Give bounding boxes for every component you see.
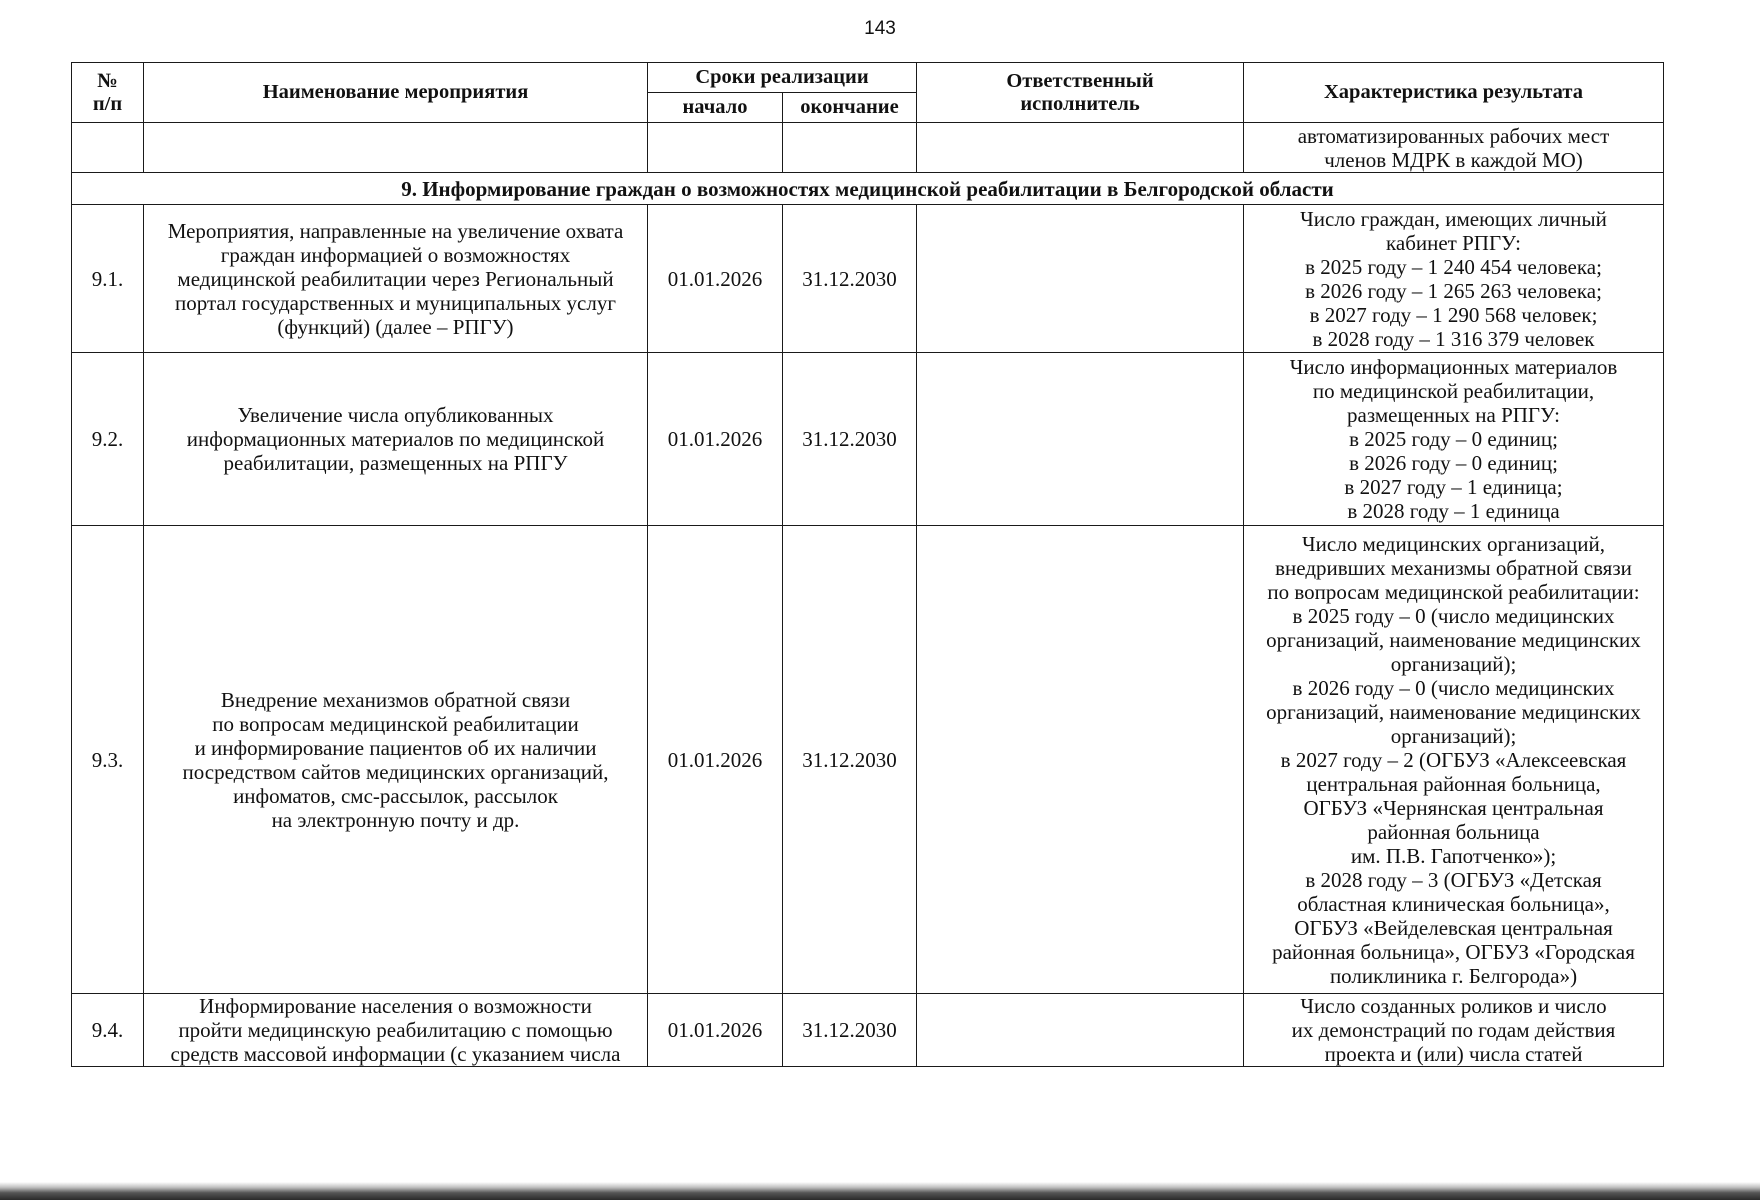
activity-name: Внедрение механизмов обратной связи по вопросам медицинской реабилитации и информирование пациентов об их наличии посредством сайтов медицинских организаций, инфоматов, смс-рассылок, рассылок на электронную почту и др. (144, 526, 648, 994)
result-description: Число медицинских организаций, внедривших механизмы обратной связи по вопросам медицинской реабилитации: в 2025 году – 0 (число медицинских организаций, наименование медицинских организаций); в 2026 году – 0 (число медицинских организаций, наименование медицинских организаций); в 2027 году – 2 (ОГБУЗ «Алексеевская центральная районная больница, ОГБУЗ «Чернянская центральная районная больница им. П.В. Гапотченко»); в 2028 году – 3 (ОГБУЗ «Детская областная клиническая больница», ОГБУЗ «Вейделевская центральная районная больница», ОГБУЗ «Городская поликлиника г. Белгорода») (1244, 526, 1664, 994)
scan-edge-shadow (0, 1182, 1760, 1200)
header-result: Характеристика результата (1244, 63, 1664, 123)
responsible (917, 205, 1244, 353)
section-title: 9. Информирование граждан о возможностях медицинской реабилитации в Белгородской области (72, 173, 1664, 205)
table-row (72, 205, 1664, 353)
section-row (72, 173, 1664, 205)
header-number: № п/п (72, 63, 144, 123)
header-activity-name: Наименование мероприятия (144, 63, 648, 123)
start-date: 01.01.2026 (648, 205, 783, 353)
start-date: 01.01.2026 (648, 526, 783, 994)
end-date: 31.12.2030 (783, 353, 917, 526)
table-row (72, 526, 1664, 994)
end-date: 31.12.2030 (783, 994, 917, 1067)
activity-name: Увеличение числа опубликованных информационных материалов по медицинской реабилитации, размещенных на РПГУ (144, 353, 648, 526)
end-date: 31.12.2030 (783, 526, 917, 994)
continuation-row (72, 123, 1664, 173)
start-date: 01.01.2026 (648, 353, 783, 526)
row-number: 9.1. (72, 205, 144, 353)
table-row (72, 994, 1664, 1067)
table-cell (648, 123, 783, 173)
end-date: 31.12.2030 (783, 205, 917, 353)
result-description: Число созданных роликов и число их демонстраций по годам действия проекта и (или) числа статей (1244, 994, 1664, 1067)
page-number: 143 (864, 18, 896, 39)
continuation-result: автоматизированных рабочих мест членов МДРК в каждой МО) (1244, 123, 1664, 173)
header-implementation-period: Сроки реализации (648, 63, 917, 93)
result-description: Число информационных материалов по медицинской реабилитации, размещенных на РПГУ: в 2025 году – 0 единиц; в 2026 году – 0 единиц; в 2027 году – 1 единица; в 2028 году – 1 единица (1244, 353, 1664, 526)
row-number: 9.4. (72, 994, 144, 1067)
table-cell (783, 123, 917, 173)
start-date: 01.01.2026 (648, 994, 783, 1067)
header-responsible: Ответственный исполнитель (917, 63, 1244, 123)
result-description: Число граждан, имеющих личный кабинет РПГУ: в 2025 году – 1 240 454 человека; в 2026 году – 1 265 263 человека; в 2027 году – 1 290 568 человек; в 2028 году – 1 316 379 человек (1244, 205, 1664, 353)
header-start: начало (648, 93, 783, 123)
activity-name: Информирование населения о возможности пройти медицинскую реабилитацию с помощью средств массовой информации (с указанием числа (144, 994, 648, 1067)
responsible (917, 353, 1244, 526)
activity-name: Мероприятия, направленные на увеличение охвата граждан информацией о возможностях медицинской реабилитации через Региональный портал государственных и муниципальных услуг (функций) (далее – РПГУ) (144, 205, 648, 353)
responsible (917, 526, 1244, 994)
responsible (917, 994, 1244, 1067)
row-number: 9.3. (72, 526, 144, 994)
table-cell (144, 123, 648, 173)
activities-table (71, 62, 1664, 1067)
row-number: 9.2. (72, 353, 144, 526)
table-cell (917, 123, 1244, 173)
table-cell (72, 123, 144, 173)
header-end: окончание (783, 93, 917, 123)
table-row (72, 353, 1664, 526)
